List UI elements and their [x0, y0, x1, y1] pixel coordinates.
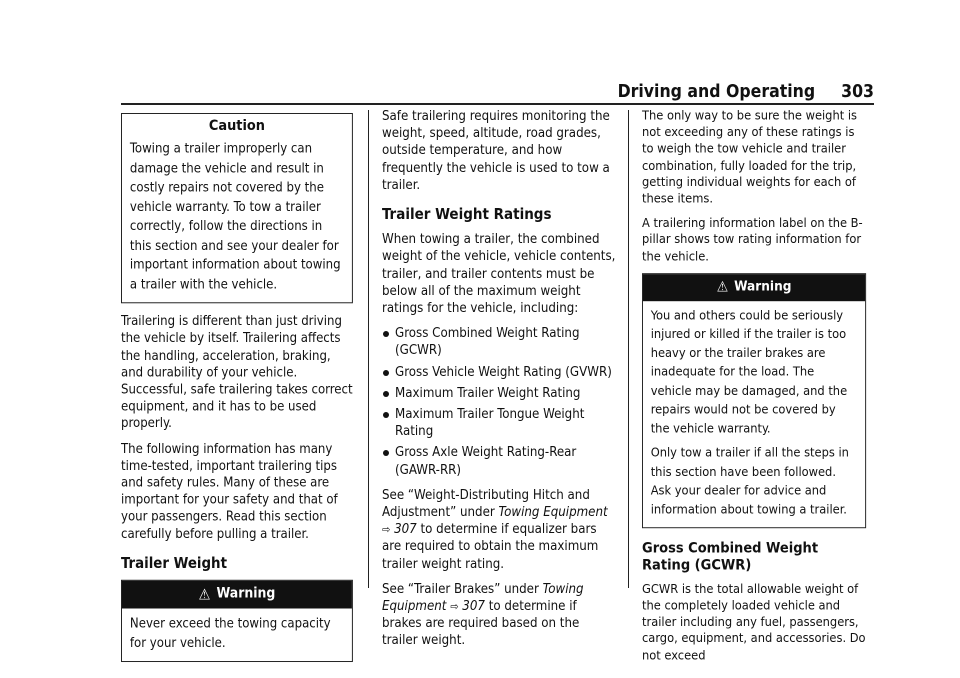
warning-body [643, 301, 865, 528]
header-divider [121, 103, 874, 105]
ratings-list [382, 325, 616, 479]
warning-text: You and others could be seriously injured or killed if the trailer is too heavy or the trailer brakes are inadequate for the load. The vehicle may be damaged, and the repairs would not be covered by the vehicle warranty. [650, 308, 848, 437]
list-item: Maximum Trailer Tongue Weight Rating [382, 406, 616, 440]
caution-text: Towing a trailer improperly can damage the vehicle and result in costly repairs not covered by the vehicle warranty. To tow a trailer correctly, follow the directions in this section and see your dealer for important information about towing a trailer with the vehicle. [129, 141, 341, 293]
warning-header [643, 274, 865, 301]
section-heading-trailer-weight-ratings: Trailer Weight Ratings [382, 205, 552, 224]
column-divider-2 [628, 110, 629, 588]
column-2 [382, 108, 616, 658]
paragraph: A trailering information label on the B-pillar shows tow rating information for the vehicle. [642, 216, 863, 265]
paragraph [382, 487, 616, 573]
section-heading-trailer-weight: Trailer Weight [121, 553, 227, 572]
reference-title: Towing Equipment [382, 581, 584, 615]
warning-box [642, 273, 866, 529]
paragraph: Trailering is different than just driving the vehicle by itself. Trailering affects the handling, acceleration, braking, and durability of your vehicle. Successful, safe trailering takes correct equipment, and it has to be used properly. [121, 314, 353, 432]
paragraph: The only way to be sure the weight is not exceeding any of these ratings is to weigh the tow vehicle and trailer combination, fully loaded for the trip, getting individual weights for each of these items. [642, 108, 858, 207]
warning-title: Warning [216, 586, 276, 602]
chapter-title: Driving and Operating [617, 82, 816, 102]
text: See “Weight-Distributing Hitch and Adjustment” under [382, 487, 590, 521]
paragraph: GCWR is the total allowable weight of the completely loaded vehicle and trailer including any fuel, passengers, cargo, equipment, and accessories. Do not exceed [642, 582, 866, 664]
reference-title: Towing Equipment [498, 505, 608, 521]
warning-triangle-icon: ⚠ [716, 278, 729, 296]
text: to determine if equalizer bars are required to obtain the maximum trailer weight rating. [382, 522, 599, 572]
page-reference-arrow-icon: ⇨ [382, 523, 391, 537]
warning-text: Never exceed the towing capacity for your vehicle. [129, 616, 331, 651]
warning-triangle-icon: ⚠ [198, 585, 211, 604]
warning-box [121, 580, 353, 662]
list-item: Gross Axle Weight Rating-Rear (GAWR-RR) [382, 444, 616, 478]
page-number: 303 [841, 82, 874, 102]
paragraph: When towing a trailer, the combined weight of the vehicle, vehicle contents, trailer, and trailer contents must be below all of the maximum weight ratings for the vehicle, including: [382, 232, 616, 317]
caution-box [121, 113, 353, 303]
caution-title: Caution [208, 117, 266, 134]
paragraph: The following information has many time-tested, important trailering tips and safety rules. Many of these are important for your safety and that of your passengers. Read this section carefully before pulling a trailer. [121, 441, 338, 542]
list-item: Gross Vehicle Weight Rating (GVWR) [382, 364, 616, 381]
warning-text: Only tow a trailer if all the steps in this section have been followed. Ask your dealer for advice and information about towing a trailer. [650, 446, 849, 518]
list-item: Gross Combined Weight Rating (GCWR) [382, 325, 616, 359]
warning-title: Warning [734, 279, 792, 295]
reference-page: 307 [462, 599, 485, 615]
reference-page: 307 [394, 522, 417, 538]
page-reference-arrow-icon: ⇨ [450, 600, 459, 614]
warning-header [122, 581, 352, 609]
section-heading-gcwr: Gross Combined Weight Rating (GCWR) [642, 539, 819, 574]
column-1 [121, 113, 353, 672]
text: to determine if brakes are required based on the trailer weight. [382, 599, 580, 649]
column-3 [642, 108, 866, 672]
column-divider-1 [368, 110, 369, 588]
list-item: Maximum Trailer Weight Rating [382, 385, 616, 402]
paragraph [382, 581, 616, 650]
paragraph: Safe trailering requires monitoring the weight, speed, altitude, road grades, outside temperature, and how frequently the vehicle is used to tow a trailer. [382, 109, 610, 193]
page-header [618, 82, 874, 102]
text: See “Trailer Brakes” under [382, 581, 543, 597]
